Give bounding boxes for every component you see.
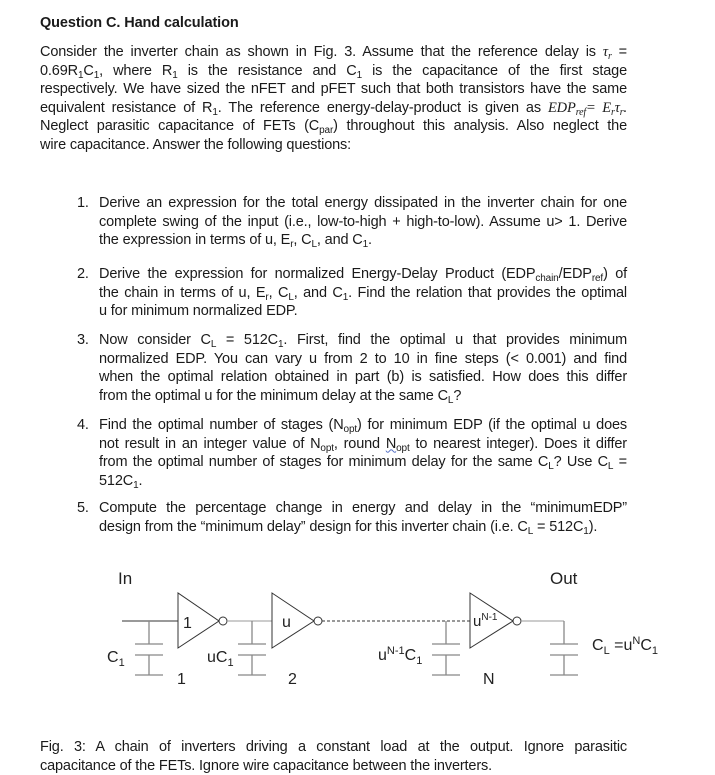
capacitor-c1 [135,621,163,675]
stage-number-1: 1 [177,671,186,688]
question-number: 2. [77,266,89,282]
inverter-2-label: u [282,614,291,631]
question-text-line: Now consider $C_L = 512C_1$. First, find the optimal u that provides minimum [99,332,628,350]
stage-number-n: N [483,671,495,688]
intro-line-4: equivalent resistance of $R_1$. The reference energy-delay-product is given as $EDP_{ref}= E_r\tau_r$. [40,99,627,118]
stage-number-2: 2 [288,671,297,688]
question-text-line: Find the optimal number of stages $(N_{opt})$ for minimum EDP (if the optimal u does [99,417,627,435]
intro-line-1: Consider the inverter chain as shown in Fig. 3. Assume that the reference delay is $\tau_r$ = [40,44,627,62]
svg-text:uC1: $uC_1$ [207,649,234,669]
capacitor-load [550,621,578,675]
question-number: 4. [77,417,89,433]
intro-line-5: Neglect parasitic capacitance of FETs $(C_{par})$ throughout this analysis. Also neglect the [40,118,627,137]
intro-paragraph [40,43,627,155]
question-text-line: $512C_1$. [99,472,143,491]
question-text-line: Derive the expression for normalized Energy-Delay Product $(EDP_{chain}/EDP_{ref})$ of [99,266,627,284]
svg-text:uN-1C1: $u^{N-1}C_1$ [378,645,423,667]
svg-text:C1: $C_1$ [107,649,125,669]
question-number: 5. [77,500,89,516]
capacitor-uc1 [238,621,266,675]
question-text-line: design from the “minimum delay” design for this inverter chain (i.e. $C_L = 512C_1$). [99,518,598,537]
inverter-chain-figure [0,560,715,710]
question-text-line: the chain in terms of u, $E_r$, $C_L$, and $C_1$. Find the relation that provides the optimal [99,284,627,303]
question-heading: Question C. Hand calculation [40,15,239,31]
question-text-line: Compute the percentage change in energy and delay in the “minimumEDP” [99,500,627,516]
question-number: 1. [77,195,89,211]
output-label: Out [550,569,578,588]
question-text-line: Derive an expression for the total energy dissipated in the inverter chain for one [99,195,627,211]
question-text-line: complete swing of the input (i.e., low-to-high + high-to-low). Assume u> 1. Derive [99,213,627,230]
question-text-line: not result in an integer value of $N_{opt}$, round $N_{opt}$ to nearest integer). Does it differ [99,435,627,454]
question-text-line: u for minimum normalized EDP. [99,303,298,320]
caption-line-2: capacitance of the FETs. Ignore wire capacitance between the inverters. [40,757,492,774]
inverter-2 [272,593,322,648]
question-text-line: from the optimal number of stages for minimum delay for the same $C_L$? Use $C_L$ = [99,454,627,473]
caption-line-1: Fig. 3: A chain of inverters driving a constant load at the output. Ignore parasitic [40,739,627,755]
capacitor-stage-n [432,621,460,675]
question-number: 3. [77,332,89,348]
input-label: In [118,569,133,588]
question-text-line: from the optimal u for the minimum delay at the same $C_L$? [99,387,462,406]
question-text-line: the expression in terms of u, $E_r$, $C_L$, and $C_1$. [99,232,372,251]
question-text-line: normalized EDP. You can vary u from 2 to 10 in fine steps (< 0.001) and find [99,350,627,367]
intro-line-3: respectively. We have sized the nFET and pFET such that both transistors have the same [40,81,627,98]
question-text-line: when the optimal relation obtained in part (b) is satisfied. How does this differ [99,369,627,386]
figure-caption [40,738,627,775]
intro-line-6: wire capacitance. Answer the following questions: [40,136,352,153]
svg-text:uN-1: $u^{N-1}$ [473,612,498,630]
svg-text:CL =uNC1: $C_L =u^NC_1$ [592,635,659,657]
intro-line-2: $0.69R_1C_1$, where $R_1$ is the resistance and $C_1$ is the capacitance of the first stage [40,62,628,81]
inverter-1-label: 1 [183,615,192,632]
